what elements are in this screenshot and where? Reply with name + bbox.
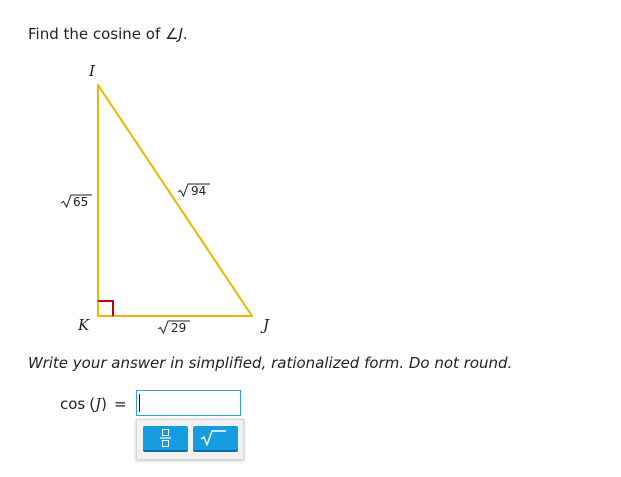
vertex-label-i: I — [89, 62, 95, 80]
side-label-ik — [61, 195, 92, 209]
answer-input[interactable] — [136, 390, 241, 416]
right-angle-marker — [98, 301, 113, 316]
equals-sign: = — [113, 395, 127, 413]
close-paren: ) — [101, 395, 107, 413]
instructions-text: Write your answer in simplified, rationalized form. Do not round. — [28, 354, 513, 372]
angle-symbol: ∠ — [165, 25, 179, 43]
open-paren: ( — [89, 395, 96, 413]
angle-variable: J — [178, 25, 183, 43]
side-label-ij — [178, 184, 210, 198]
question-prefix: Find the cosine of — [28, 25, 166, 43]
triangle-ijk — [98, 85, 252, 316]
math-palette — [136, 419, 244, 460]
side-label-kj — [158, 321, 190, 335]
text-caret — [139, 394, 140, 412]
square-root-icon — [193, 426, 238, 450]
fraction-icon — [143, 426, 188, 450]
side-ik-radicand: 65 — [73, 195, 89, 209]
side-ij-radicand: 94 — [191, 184, 207, 198]
square-root-button[interactable] — [193, 426, 238, 452]
vertex-label-j: J — [263, 316, 270, 334]
side-kj-radicand: 29 — [171, 321, 187, 335]
fraction-button[interactable] — [143, 426, 188, 452]
vertex-label-k: K — [78, 316, 90, 334]
answer-label — [60, 391, 127, 417]
cos-argument: J — [95, 395, 102, 413]
question-suffix: . — [182, 25, 188, 43]
cos-function-label: cos — [60, 395, 86, 413]
